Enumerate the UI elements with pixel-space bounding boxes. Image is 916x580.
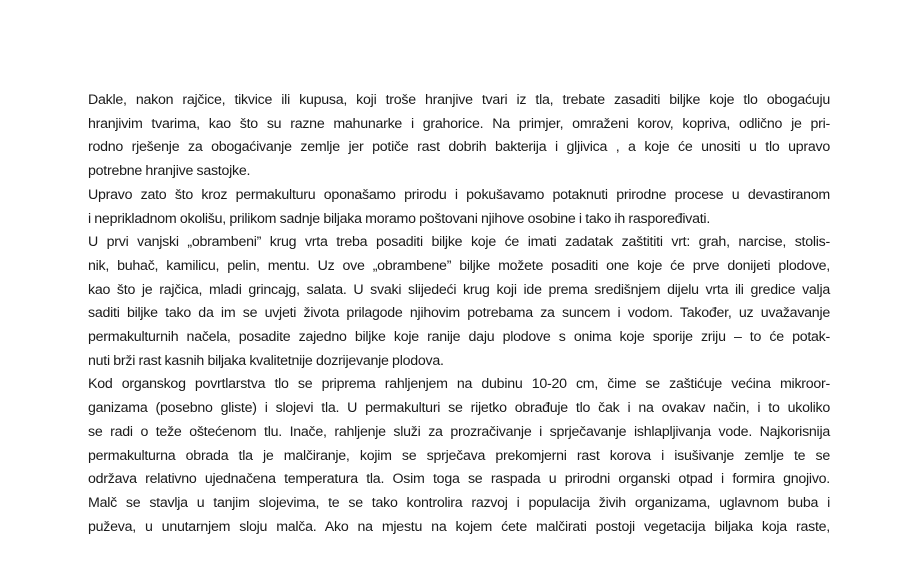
text-line: nuti brži rast kasnih biljaka kvalitetnije dozrijevanje plodova. (88, 352, 444, 369)
text-line: Malč se stavlja u tanjim slojevima, te se tako kontrolira razvoj i populacija živih organizama, uglavnom buba i (88, 494, 830, 511)
text-line: permakulturna obrada tla je malčiranje, kojim se sprječava prekomjerni rast korova i isušivanje zemlje te se (88, 447, 830, 464)
text-line: održava relativno ujednačena temperatura tla. Osim toga se raspada u prirodni organski otpad i formira gnojivo. (88, 471, 830, 488)
text-line: Upravo zato što kroz permakulturu oponašamo prirodu i pokušavamo potaknuti prirodne procese u devastiranom (88, 186, 830, 203)
body-text (88, 89, 830, 539)
text-line: hranjivim tvarima, kao što su razne mahunarke i grahorice. Na primjer, omraženi korov, kopriva, odlično je pri- (88, 115, 830, 132)
text-line: potrebne hranjive sastojke. (88, 163, 251, 180)
text-line: kao što je rajčica, mladi grincajg, salata. U svaki slijedeći krug koji ide prema središnjem dijelu vrta ili gredice valja (88, 281, 830, 298)
text-line: nik, buhač, kamilicu, pelin, mentu. Uz ove „obrambene” biljke možete posaditi one koje će prve donijeti plodove, (88, 257, 830, 274)
text-line: puževa, u unutarnjem sloju malča. Ako na mjestu na kojem ćete malčirati postoji vegetacija biljaka koja raste, (88, 518, 830, 535)
text-line: Dakle, nakon rajčice, tikvice ili kupusa, koji troše hranjive tvari iz tla, trebate zasaditi biljke koje tlo obogaćuju (88, 92, 830, 108)
text-line: se radi o teže oštećenom tlu. Inače, rahljenje služi za prozračivanje i sprječavanje ishlapljivanja vode. Najkorisnija (88, 423, 830, 440)
text-line: i neprikladnom okolišu, prilikom sadnje biljaka moramo poštovani njihove osobine i tako ih raspoređivati. (88, 210, 711, 227)
text-line: ganizama (posebno gliste) i slojevi tla. U permakulturi se rijetko obrađuje tlo čak i na ovakav način, i to ukoliko (88, 400, 830, 417)
text-line: Kod organskog povrtlarstva tlo se priprema rahljenjem na dubinu 10-20 cm, čime se zaštićuje većina mikroor- (88, 376, 830, 393)
text-line: U prvi vanjski „obrambeni” krug vrta treba posaditi biljke koje će imati zadatak zaštititi vrt: grah, narcise, stolis- (88, 234, 830, 251)
text-line: rodno rješenje za obogaćivanje zemlje jer potiče rast dobrih bakterija i gljivica , a koje će unositi u tlo upravo (88, 139, 830, 156)
text-line: permakulturnih načela, posadite zajedno biljke koje ranije daju plodove s onima koje sporije zriju – to će potak- (88, 329, 830, 346)
text-line: saditi biljke tako da im se uvjeti života prilagode njihovim potrebama za suncem i vodom. Također, uz uvažavanje (88, 305, 830, 322)
